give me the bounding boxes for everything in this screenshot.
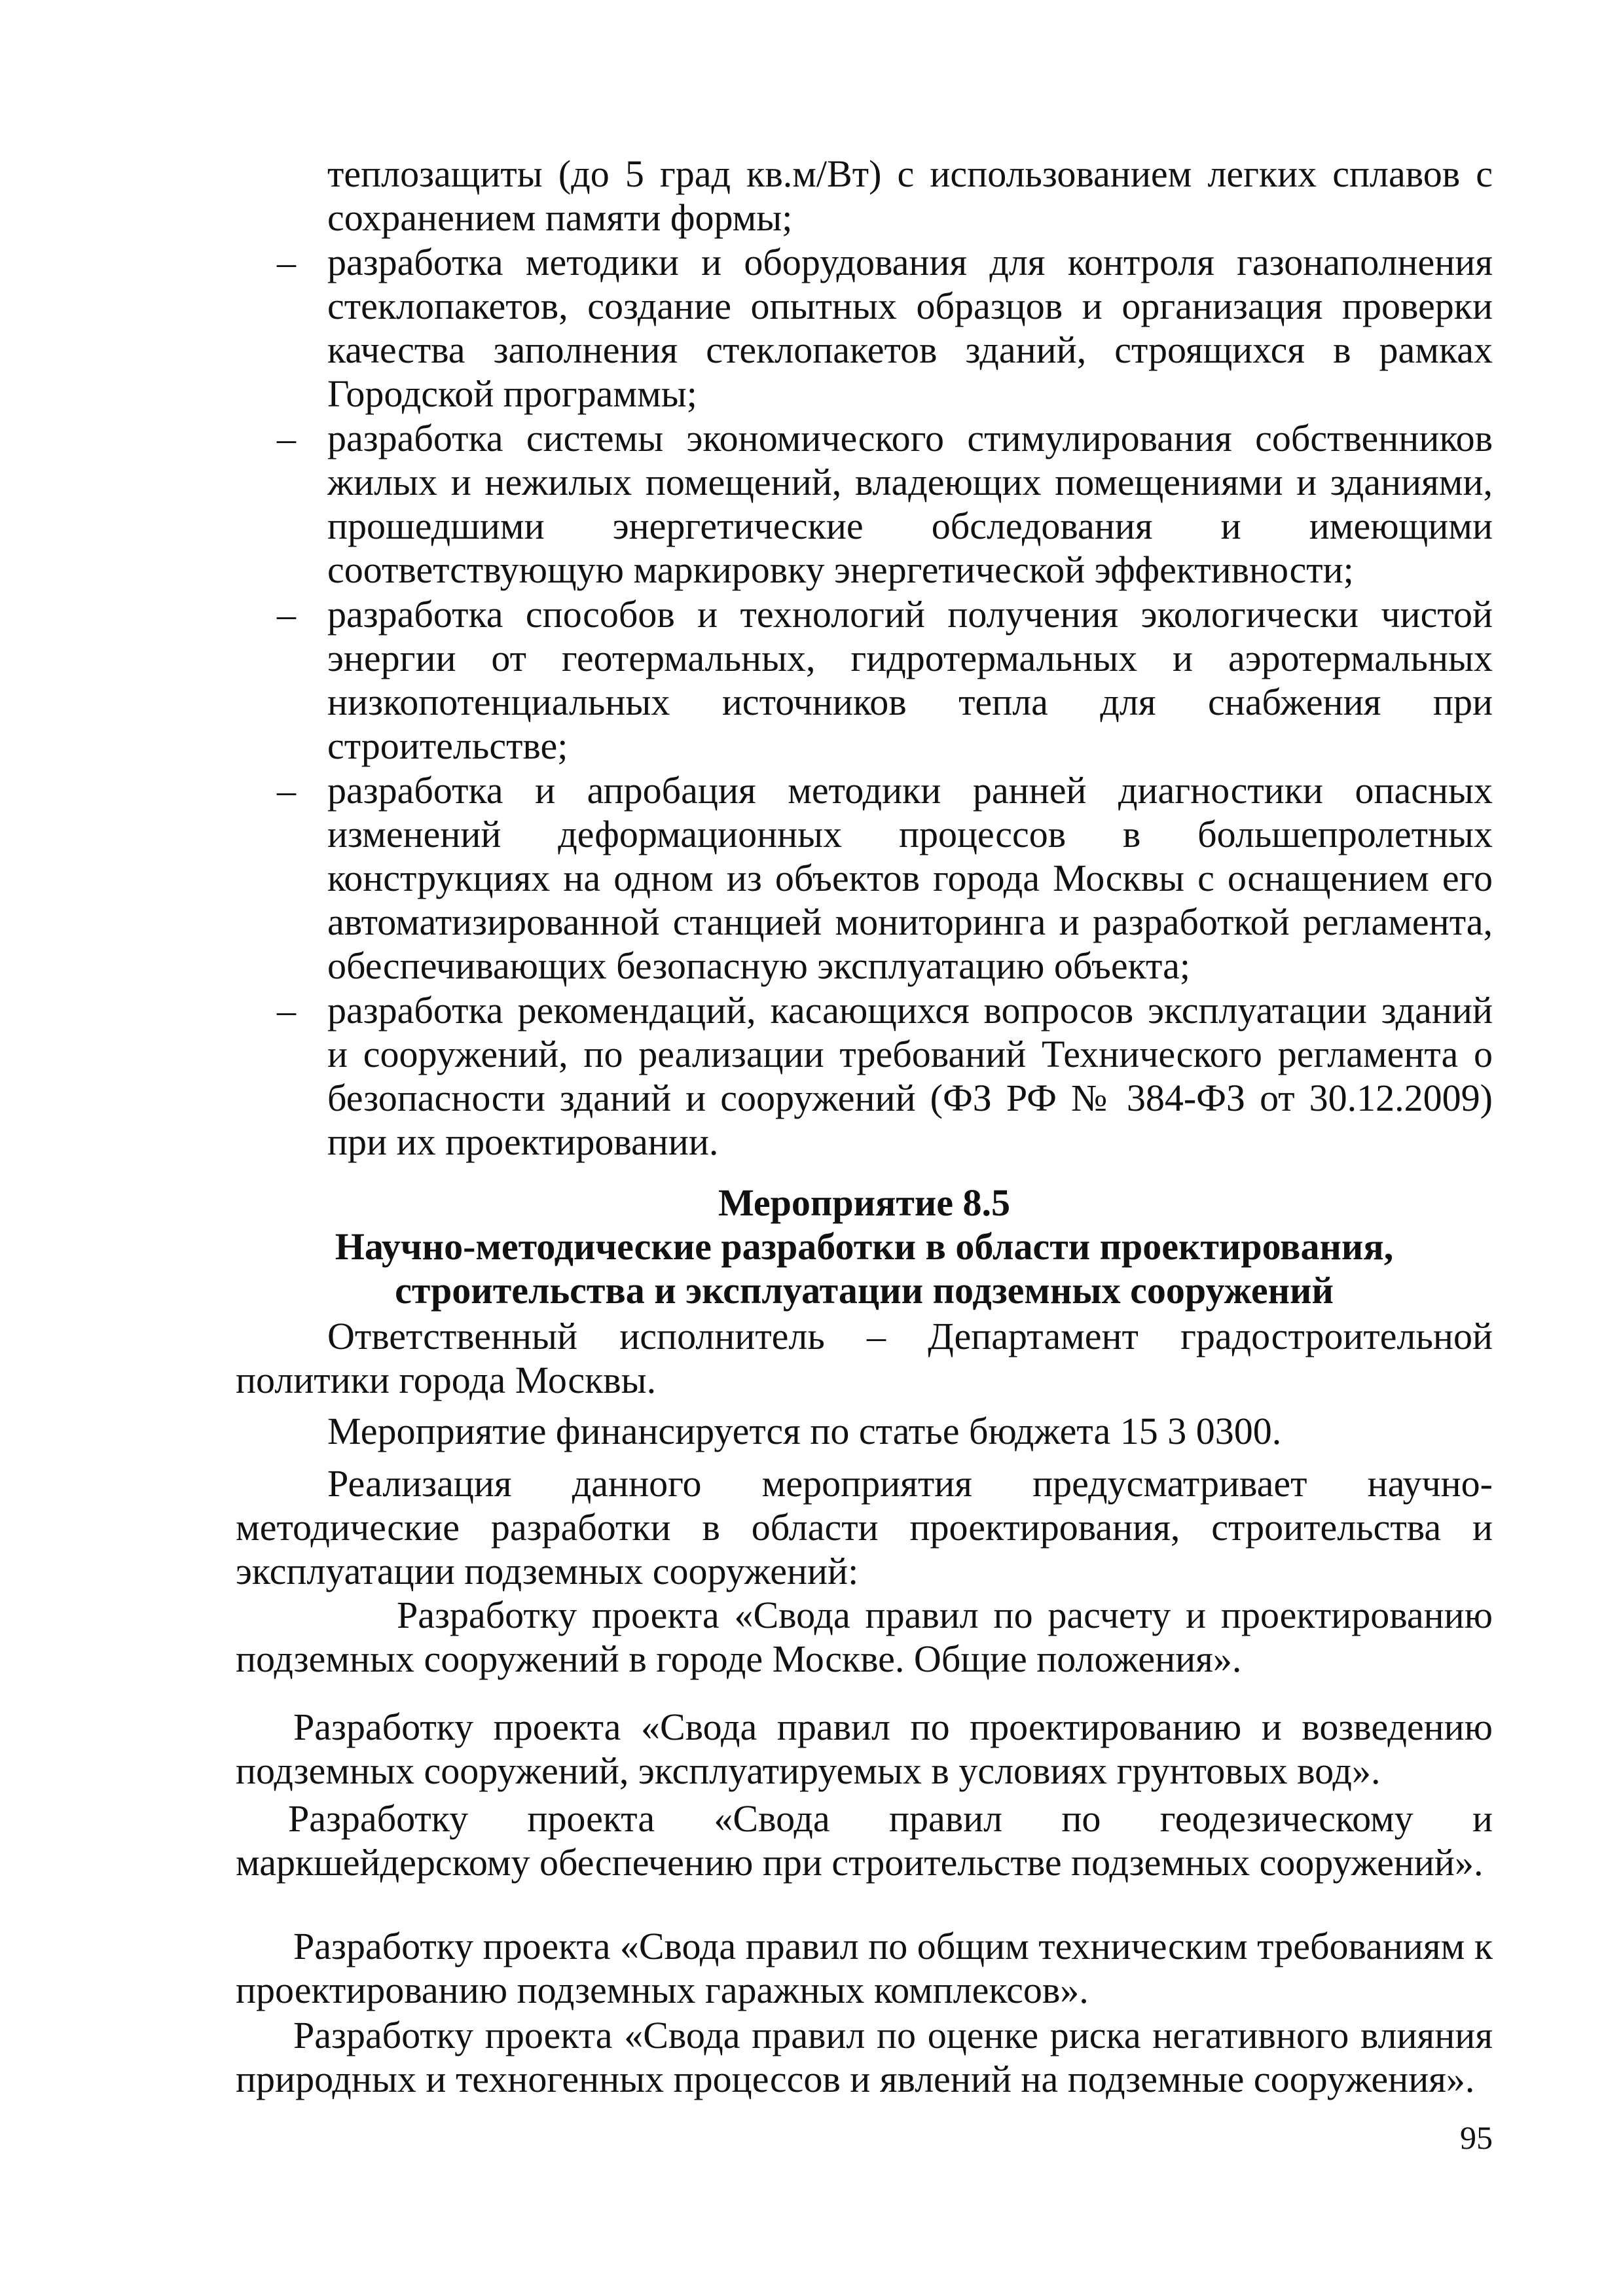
development-item-paragraph: Разработку проекта «Свода правил по проектированию и возведению подземных сооружений, эксплуатируемых в условиях грунтовых вод». <box>236 1706 1493 1792</box>
list-item-text: разработка способов и технологий получения экологически чистой энергии от геотермальных, гидротермальных и аэротермальных низкопотенциальных источников тепла для снабжения при строительстве; <box>327 593 1493 767</box>
implementation-paragraph: Реализация данного мероприятия предусматривает научно-методические разработки в области проектирования, строительства и эксплуатации подземных сооружений: <box>236 1462 1493 1592</box>
page-number: 95 <box>1460 2119 1493 2156</box>
bullet-list <box>274 240 1493 1164</box>
continuation-paragraph: теплозащиты (до 5 град кв.м/Вт) с использованием легких сплавов с сохранением памяти формы; <box>327 152 1493 239</box>
list-item <box>274 988 1493 1164</box>
list-item-text: разработка и апробация методики ранней диагностики опасных изменений деформационных процессов в большепролетных конструкциях на одном из объектов города Москвы с оснащением его автоматизированной станцией мониторинга и разработкой регламента, обеспечивающих безопасную эксплуатацию объекта; <box>327 769 1493 987</box>
list-item <box>274 416 1493 592</box>
list-item-text: разработка рекомендаций, касающихся вопросов эксплуатации зданий и сооружений, по реализации требований Технического регламента о безопасности зданий и сооружений (ФЗ РФ № 384-ФЗ от 30.12.2009) при их проектировании. <box>327 989 1493 1163</box>
bullet-dash: – <box>277 769 296 812</box>
development-item-paragraph: Разработку проекта «Свода правил по расчету и проектированию подземных сооружений в городе Москве. Общие положения». <box>236 1594 1493 1680</box>
list-item <box>274 768 1493 988</box>
development-item-paragraph: Разработку проекта «Свода правил по геодезическому и маркшейдерскому обеспечению при строительстве подземных сооружений». <box>236 1797 1493 1884</box>
list-item-text: разработка методики и оборудования для контроля газонаполнения стеклопакетов, создание опытных образцов и организация проверки качества заполнения стеклопакетов зданий, строящихся в рамках Городской программы; <box>327 241 1493 415</box>
bullet-dash: – <box>277 417 296 459</box>
responsible-executor-paragraph: Ответственный исполнитель – Департамент градостроительной политики города Москвы. <box>236 1315 1493 1401</box>
list-item <box>274 240 1493 416</box>
section-title: Мероприятие 8.5 <box>718 1181 1011 1224</box>
development-item-paragraph: Разработку проекта «Свода правил по общим техническим требованиям к проектированию подземных гаражных комплексов». <box>236 1925 1493 2011</box>
section-subtitle: Научно-методические разработки в области проектирования, строительства и эксплуатации подземных сооружений <box>335 1225 1394 1312</box>
list-item <box>274 592 1493 768</box>
development-item-paragraph: Разработку проекта «Свода правил по оценке риска негативного влияния природных и техногенных процессов и явлений на подземные сооружения». <box>236 2014 1493 2100</box>
bullet-dash: – <box>277 989 296 1031</box>
list-item-text: разработка системы экономического стимулирования собственников жилых и нежилых помещений, владеющих помещениями и зданиями, прошедшими энергетические обследования и имеющими соответствующую маркировку энергетической эффективности; <box>327 417 1493 591</box>
bullet-dash: – <box>277 241 296 283</box>
bullet-dash: – <box>277 593 296 636</box>
funding-paragraph: Мероприятие финансируется по статье бюджета 15 3 0300. <box>327 1410 1282 1452</box>
